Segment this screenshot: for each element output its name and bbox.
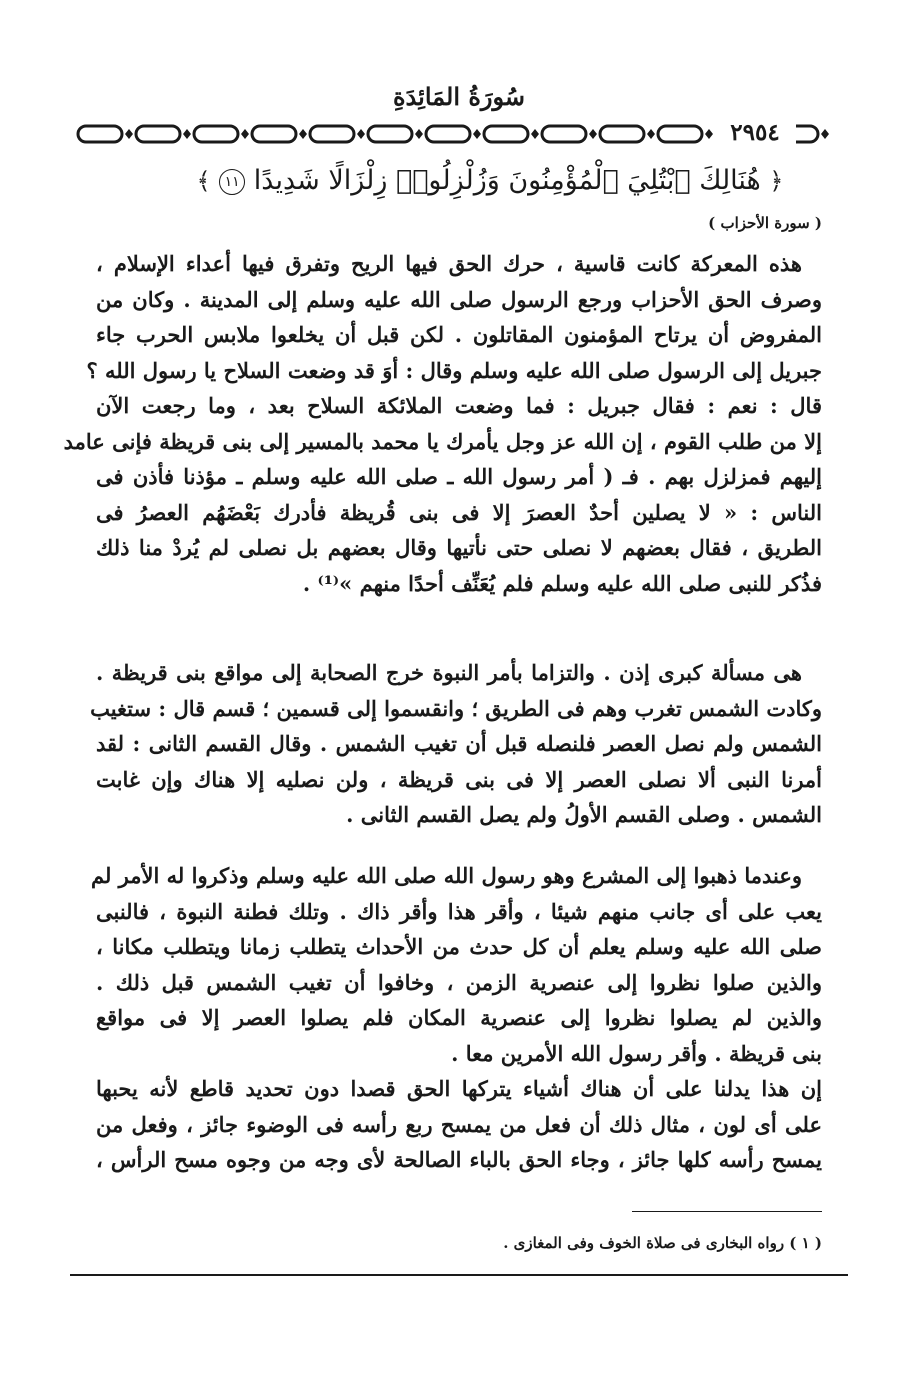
text-line: المفروض أن يرتاح المؤمنون المقاتلون . لكن قبل أن يخلعوا ملابس الحرب جاء: [96, 322, 822, 347]
text-line: والذين لم يصلوا نظروا إلى عنصرية المكان فلم يصلوا العصر إلا فى مواقع: [96, 1005, 822, 1030]
chain-link: [600, 126, 644, 142]
text-line: الشمس . وصلى القسم الأولُ ولم يصل القسم الثانى .: [346, 802, 822, 827]
text-line: وكادت الشمس تغرب وهم فى الطريق ؛ وانقسموا إلى قسمين ؛ قسم قال : ستغيب: [90, 695, 822, 721]
chain-link: [658, 126, 702, 142]
chain-diamond: [183, 129, 191, 139]
chain-link: [542, 126, 586, 142]
text-line: أمرنا النبى ألا نصلى العصر إلا فى بنى قريظة ، ولن نصليه إلا هناك وإن غابت: [96, 766, 822, 792]
text-line: بنى قريظة . وأقر رسول الله الأمرين معا .: [451, 1040, 822, 1066]
chain-diamond: [125, 129, 133, 139]
chain-diamond: [241, 129, 249, 139]
chain-link: [252, 126, 296, 142]
chain-link: [78, 126, 122, 142]
chain-diamond: [473, 129, 481, 139]
quran-verse: [150, 158, 830, 204]
verse-text: هُنَالِكَ ٱبْتُلِيَ ٱلْمُؤْمِنُونَ وَزُلْزِلُوا۟ زِلْزَالًا شَدِيدًا: [253, 165, 761, 196]
text-line: إن هذا يدلنا على أن هناك أشياء يتركها الحق قصدا دون تحديد قاطع لأنه يحبها: [96, 1076, 822, 1101]
chain-diamond: [705, 129, 713, 139]
chain-link: [368, 126, 412, 142]
chain-link: [194, 126, 238, 142]
chain-link: [484, 126, 528, 142]
chain-diamond: [589, 129, 597, 139]
chain-link: [426, 126, 470, 142]
text-line: الطريق ، فقال بعضهم لا نصلى حتى نأتيها وقال بعضهم بل نصلى لم يُردْ منا ذلك: [96, 535, 822, 560]
chain-diamond: [357, 129, 365, 139]
page-number: ٢٩٥٤: [714, 119, 796, 147]
text-line: يعب على أى جانب منهم شيئا ، وأقر هذا وأقر ذاك . وتلك فطنة النبوة ، فالنبى: [96, 898, 822, 924]
paragraph-3: [91, 858, 822, 1178]
chain-link: [136, 126, 180, 142]
paragraph-2: [90, 655, 822, 833]
text-line: والذين صلوا نظروا إلى عنصرية الزمن ، وخافوا أن تغيب الشمس قبل ذلك .: [96, 969, 822, 995]
verse-close-bracket: ﴾: [196, 167, 211, 195]
surah-title: سُورَةُ المَائِدَةِ: [392, 82, 526, 111]
chain-diamond: [299, 129, 307, 139]
text-line: إلا من طلب القوم ، إن الله عز وجل يأمرك يا محمد بالمسير إلى بنى قريظة فإنى عامد: [63, 428, 822, 454]
text-line: جبريل إلى الرسول صلى الله عليه وسلم وقال : أوَ قد وضعت السلاح يا رسول الله ؟: [86, 357, 822, 383]
verse-number: ١١: [219, 169, 245, 195]
text-line: الشمس ولم نصل العصر فلنصله قبل أن تغيب الشمس . وقال القسم الثانى : لقد: [96, 731, 822, 756]
text-line: فذُكر للنبى صلى الله عليه وسلم فلم يُعَنِّف أحدًا منهم »⁽¹⁾ .: [302, 570, 822, 596]
text-line: الناس : « لا يصلين أحدٌ العصرَ إلا فى بنى قُريظة فأدرك بَعْضَهُم العصرُ فى: [96, 499, 822, 525]
text-line: قال : نعم : فقال جبريل : فما وضعت الملائكة السلاح بعد ، وما رجعت الآن: [96, 393, 822, 418]
chain-link: [310, 126, 354, 142]
text-line: على أى لون ، مثال ذلك أن فعل من يمسح ربع رأسه فى الوضوء جائز ، وفعل من: [96, 1111, 822, 1137]
text-line: وعندما ذهبوا إلى المشرع وهو رسول الله صلى الله عليه وسلم وذكروا له الأمر لم: [91, 863, 802, 888]
paragraph-1: [63, 246, 822, 601]
text-line: هذه المعركة كانت قاسية ، حرك الحق فيها الريح وتفرق فيها أعداء الإسلام ،: [96, 251, 802, 276]
text-line: صلى الله عليه وسلم يعلم أن كل حدث من الأحداث يتطلب زمانا ويتطلب مكانا ،: [96, 934, 822, 959]
chain-diamond: [415, 129, 423, 139]
text-line: هى مسألة كبرى إذن . والتزاما بأمر النبوة خرج الصحابة إلى مواقع بنى قريظة .: [96, 660, 802, 685]
text-line: وصرف الحق الأحزاب ورجع الرسول صلى الله عليه وسلم إلى المدينة . وكان من: [96, 286, 822, 312]
text-line: إليهم فمزلزل بهم . فـ ( أمر رسول الله ـ صلى الله عليه وسلم ـ مؤذنا فأذن فى: [96, 464, 822, 489]
chain-diamond: [531, 129, 539, 139]
text-line: يمسح رأسه كلها جائز ، وجاء الحق بالباء الصالحة لأى وجه من وجوه مسح الرأس ،: [96, 1147, 822, 1172]
surah-reference: ( سورة الأحزاب ): [708, 214, 822, 232]
chain-diamond: [821, 129, 829, 139]
verse-open-bracket: ﴿: [769, 167, 784, 195]
chain-diamond: [647, 129, 655, 139]
bottom-rule: [70, 1274, 848, 1276]
footnote-separator: [632, 1211, 822, 1212]
footnote: ( ١ ) رواه البخارى فى صلاة الخوف وفى المغازى .: [503, 1234, 822, 1252]
